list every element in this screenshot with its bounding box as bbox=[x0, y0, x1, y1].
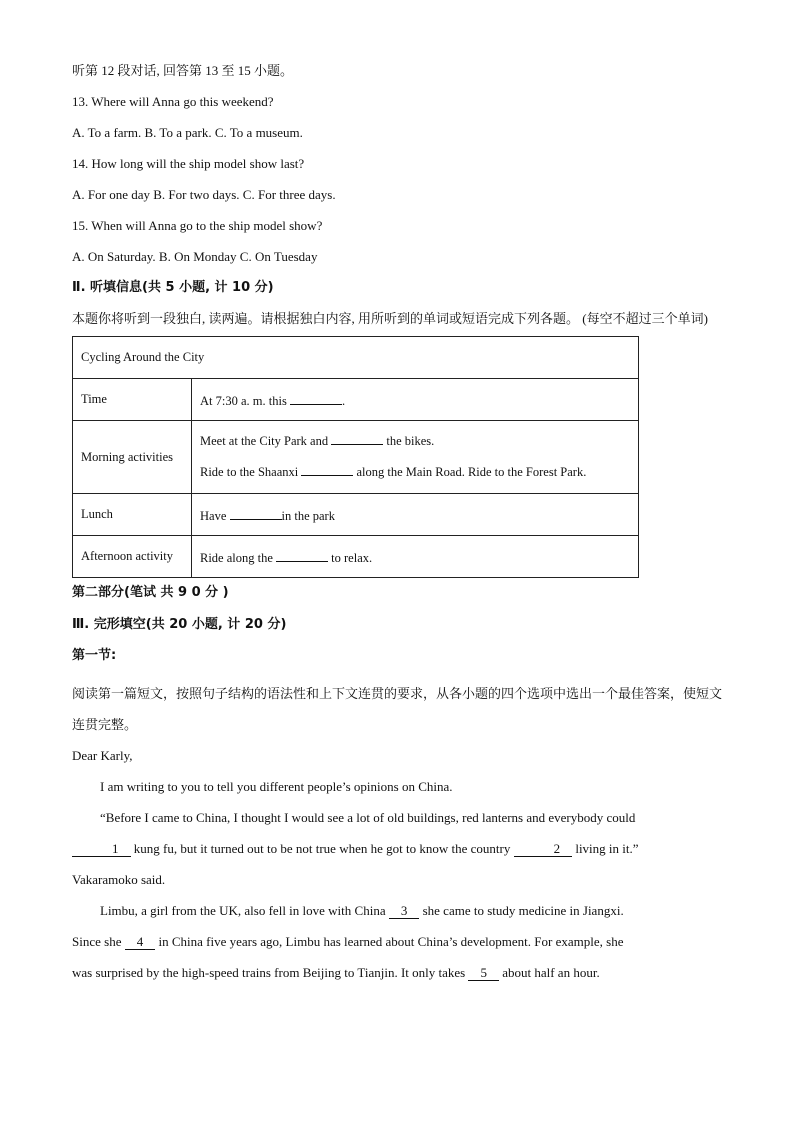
paragraph: “Before I came to China, I thought I would see a lot of old buildings, red lanterns and everybody could 1 kung fu, but it turned out to be not true when he got to know the country 2 living in it.” Vakaramoko said. bbox=[72, 810, 639, 887]
table-row bbox=[73, 379, 639, 421]
question-stem: 14. How long will the ship model show last? bbox=[72, 156, 305, 171]
subsection-heading: 第一节: bbox=[72, 648, 117, 663]
exam-page bbox=[72, 62, 732, 988]
row-content: Meet at the City Park and the bikes. Ride to the Shaanxi along the Main Road. Ride to the Forest Park. bbox=[192, 421, 639, 494]
row-label: Time bbox=[73, 379, 192, 421]
table-row bbox=[73, 421, 639, 494]
question-15 bbox=[72, 217, 732, 279]
row-label: Lunch bbox=[73, 494, 192, 536]
paragraph: I am writing to you to tell you different people’s opinions on China. bbox=[100, 779, 453, 794]
question-13 bbox=[72, 93, 732, 155]
answer-blank[interactable] bbox=[301, 462, 353, 476]
question-stem: 15. When will Anna go to the ship model show? bbox=[72, 218, 323, 233]
question-stem: 13. Where will Anna go this weekend? bbox=[72, 94, 274, 109]
table-row bbox=[73, 494, 639, 536]
part-2-heading: 第二部分(笔试 共 9 0 分 ) bbox=[72, 585, 229, 600]
section-3-heading: Ⅲ. 完形填空(共 20 小题, 计 20 分) bbox=[72, 617, 287, 632]
table-title: Cycling Around the City bbox=[73, 337, 639, 379]
cloze-blank[interactable]: 5 bbox=[468, 965, 499, 981]
cloze-blank[interactable]: 2 bbox=[514, 841, 573, 857]
info-table bbox=[72, 336, 639, 578]
row-label: Morning activities bbox=[73, 421, 192, 494]
paragraph: Limbu, a girl from the UK, also fell in love with China 3 she came to study medicine in Jiangxi. Since she 4 in China five years ago, Limbu has learned about China’s development. For example, she was surprised by the high-speed trains from Beijing to Tianjin. It only takes 5 about half an hour. bbox=[72, 903, 624, 980]
row-content: At 7:30 a. m. this . bbox=[192, 379, 639, 421]
row-content: Have in the park bbox=[192, 494, 639, 536]
section-2-instruction: 本题你将听到一段独白, 读两遍。请根据独白内容, 用所听到的单词或短语完成下列各题。 (每空不超过三个单词) bbox=[72, 311, 708, 326]
row-content: Ride along the to relax. bbox=[192, 536, 639, 578]
answer-blank[interactable] bbox=[230, 506, 282, 520]
cloze-blank[interactable]: 4 bbox=[125, 934, 156, 950]
answer-blank[interactable] bbox=[331, 431, 383, 445]
row-label: Afternoon activity bbox=[73, 536, 192, 578]
answer-blank[interactable] bbox=[290, 391, 342, 405]
cloze-instruction: 阅读第一篇短文，按照句子结构的语法性和上下文连贯的要求，从各小题的四个选项中选出一个最佳答案，使短文连贯完整。 bbox=[72, 686, 723, 732]
table-row bbox=[73, 536, 639, 578]
question-options: A. To a farm. B. To a park. C. To a museum. bbox=[72, 125, 303, 140]
cloze-blank[interactable]: 3 bbox=[389, 903, 420, 919]
letter-greeting: Dear Karly, bbox=[72, 748, 133, 763]
question-options: A. On Saturday. B. On Monday C. On Tuesday bbox=[72, 249, 318, 264]
question-options: A. For one day B. For two days. C. For three days. bbox=[72, 187, 336, 202]
answer-blank[interactable] bbox=[276, 548, 328, 562]
question-14 bbox=[72, 155, 732, 217]
listening-instruction: 听第 12 段对话, 回答第 13 至 15 小题。 bbox=[72, 63, 294, 78]
cloze-blank[interactable]: 1 bbox=[72, 841, 131, 857]
section-2-heading: Ⅱ. 听填信息(共 5 小题, 计 10 分) bbox=[72, 280, 274, 295]
